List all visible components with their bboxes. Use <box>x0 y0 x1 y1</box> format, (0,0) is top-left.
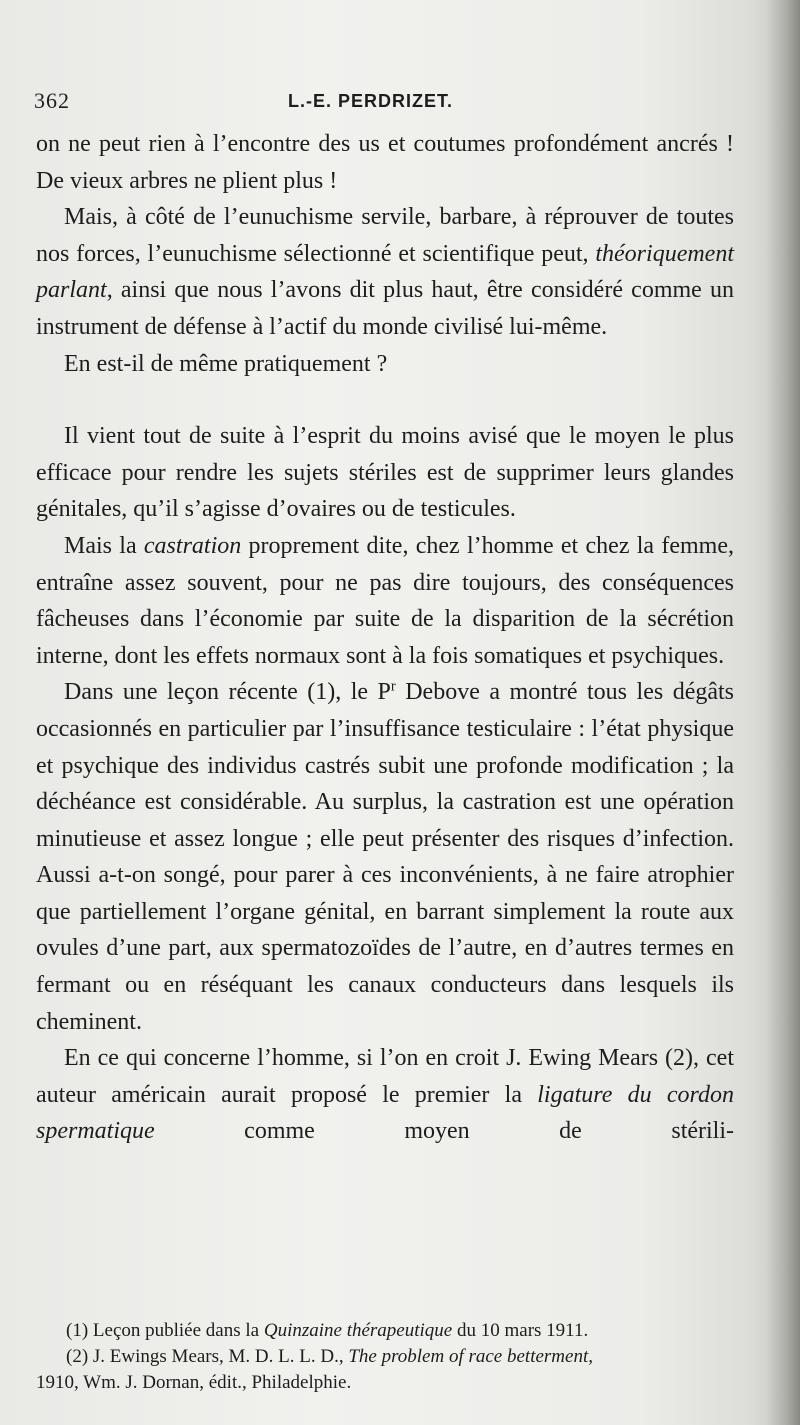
paragraph-7-italic: ligature du cordon spermatique <box>36 1081 734 1145</box>
paragraph-5-text-c: proprement dite, chez l’homme et chez la femme, entraîne assez souvent, pour ne pas dire toujours, des conséquences fâcheuses dans l’économie par suite de la disparition de la sécrétion interne, dont les effets normaux sont à la fois somatiques et psychiques. <box>36 532 734 669</box>
paragraph-2 <box>36 199 734 345</box>
paragraph-5-text-a: Mais la <box>64 532 144 559</box>
footnote-1 <box>36 1318 736 1344</box>
footnote-2-continued <box>36 1370 736 1396</box>
page-edge-shadow <box>766 0 800 1425</box>
paragraph-6-text-a: Dans une leçon récente (1), le P <box>64 679 391 706</box>
paragraph-5 <box>36 528 734 674</box>
running-head: L.-E. PERDRIZET. <box>288 91 454 111</box>
body-text <box>36 126 734 1150</box>
paragraph-3 <box>36 346 734 383</box>
paragraph-7-text-c: comme moyen de stérili- <box>154 1118 734 1145</box>
footnote-2-italic: The problem of race betterment, <box>348 1346 593 1367</box>
footnote-2 <box>36 1344 736 1370</box>
footnotes <box>36 1318 736 1396</box>
paragraph-7-text-a: En ce qui concerne l’homme, si l’on en croit J. Ewing Mears (2), cet auteur américain aurait proposé le premier la <box>36 1045 734 1108</box>
footnote-2-text-c: 1910, Wm. J. Dornan, édit., Philadelphie. <box>36 1372 352 1393</box>
paragraph-1-text: on ne peut rien à l’encontre des us et coutumes profondément ancrés ! De vieux arbres ne plient plus ! <box>36 131 734 194</box>
paragraph-2-italic: théoriquement parlant <box>36 240 734 304</box>
paragraph-6-superscript: r <box>390 678 396 695</box>
paragraph-6-text-b: Debove a montré tous les dégâts occasionnés en particulier par l’insuffisance testiculaire : l’état physique et psychique des individus castrés subit une profonde modification ; la déchéance est considérable. Au surplus, la castration est une opération minutieuse et assez longue ; elle peut présenter des risques d’infection. Aussi a-t-on songé, pour parer à ces inconvénients, à ne faire atrophier que partiellement l’organe génital, en barrant simplement la route aux ovules d’une part, aux spermatozoïdes de l’autre, en d’autres termes en fermant ou en réséquant les canaux conducteurs dans lesquels ils cheminent. <box>36 679 735 1035</box>
paragraph-7 <box>36 1040 734 1150</box>
section-gap <box>36 382 734 418</box>
paragraph-4 <box>36 418 734 528</box>
paragraph-6 <box>36 674 734 1040</box>
paragraph-5-italic: castration <box>143 532 242 559</box>
paragraph-2-text-c: , ainsi que nous l’avons dit plus haut, être considéré comme un instrument de défense à l’actif du monde civilisé lui-même. <box>36 277 734 340</box>
footnote-1-text-c: du 10 mars 1911. <box>452 1320 589 1341</box>
paragraph-2-text-a: Mais, à côté de l’eunuchisme servile, barbare, à réprouver de toutes nos forces, l’eunuchisme sélectionné et scientifique peut, <box>36 204 734 267</box>
footnote-2-text-a: (2) J. Ewings Mears, M. D. L. L. D., <box>66 1346 349 1367</box>
footnote-1-italic: Quinzaine thérapeutique <box>263 1320 453 1341</box>
footnote-1-text-a: (1) Leçon publiée dans la <box>66 1320 264 1341</box>
paragraph-3-text: En est-il de même pratiquement ? <box>64 350 388 377</box>
paragraph-4-text: Il vient tout de suite à l’esprit du moins avisé que le moyen le plus efficace pour rendre les sujets stériles est de supprimer leurs glandes génitales, qu’il s’agisse d’ovaires ou de testicules. <box>36 423 734 523</box>
paragraph-1 <box>36 126 734 199</box>
page-number: 362 <box>34 88 70 113</box>
page-header <box>34 88 734 118</box>
